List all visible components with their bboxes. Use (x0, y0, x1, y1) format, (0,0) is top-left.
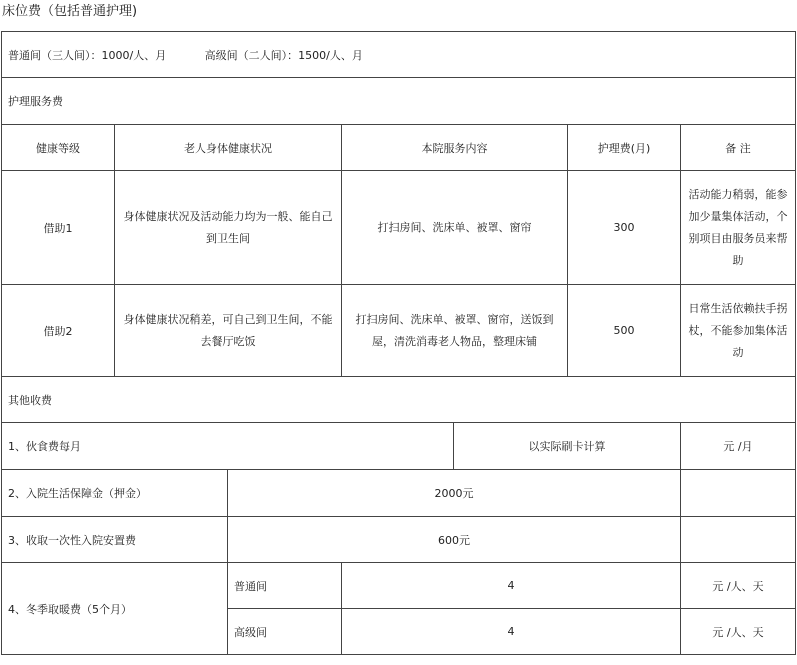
other-unit-cell: 元 /月 (681, 423, 796, 470)
other-item-cell: 1、伙食费每月 (2, 423, 454, 470)
bed-fee-cell: 普通间（三人间）：1000/人、月 高级间（二人间）：1500/人、月 (2, 32, 796, 78)
nursing-section-title: 护理服务费 (2, 78, 796, 125)
page-title: 床位费（包括普通护理) (2, 4, 138, 19)
header-nursing-fee: 护理费(月) (568, 125, 681, 171)
other-fee-row (2, 517, 796, 563)
nursing-row (2, 171, 796, 285)
nursing-condition-cell: 身体健康状况稍差，可自己到卫生间，不能去餐厅吃饭 (115, 285, 342, 377)
heating-unit-cell: 元 /人、天 (681, 563, 796, 609)
fee-table (1, 31, 796, 655)
other-value-cell: 2000元 (228, 470, 681, 517)
bed-fee-row (2, 32, 796, 78)
header-service: 本院服务内容 (342, 125, 568, 171)
other-unit-cell (681, 470, 796, 517)
other-section-row (2, 377, 796, 423)
nursing-level-cell: 借助2 (2, 285, 115, 377)
nursing-note-cell: 日常生活依赖扶手拐杖，不能参加集体活动 (681, 285, 796, 377)
heating-value-cell: 4 (342, 609, 681, 655)
other-fee-row (2, 423, 796, 470)
nursing-service-cell: 打扫房间、洗床单、被罩、窗帘 (342, 171, 568, 285)
nursing-service-cell: 打扫房间、洗床单、被罩、窗帘，送饭到屋，清洗消毒老人物品，整理床铺 (342, 285, 568, 377)
other-unit-cell (681, 517, 796, 563)
heating-room-cell: 普通间 (228, 563, 342, 609)
other-item-cell: 2、入院生活保障金（押金） (2, 470, 228, 517)
header-condition: 老人身体健康状况 (115, 125, 342, 171)
nursing-fee-cell: 300 (568, 171, 681, 285)
heating-unit-cell: 元 /人、天 (681, 609, 796, 655)
other-section-title: 其他收费 (2, 377, 796, 423)
heating-room-cell: 高级间 (228, 609, 342, 655)
nursing-row (2, 285, 796, 377)
nursing-fee-cell: 500 (568, 285, 681, 377)
other-value-cell: 600元 (228, 517, 681, 563)
other-fee-row (2, 470, 796, 517)
nursing-note-cell: 活动能力稍弱，能参加少量集体活动，个别项目由服务员来帮助 (681, 171, 796, 285)
header-health-level: 健康等级 (2, 125, 115, 171)
nursing-level-cell: 借助1 (2, 171, 115, 285)
nursing-condition-cell: 身体健康状况及活动能力均为一般、能自己到卫生间 (115, 171, 342, 285)
heating-value-cell: 4 (342, 563, 681, 609)
other-item-cell: 3、收取一次性入院安置费 (2, 517, 228, 563)
other-value-cell: 以实际刷卡计算 (454, 423, 681, 470)
header-note: 备 注 (681, 125, 796, 171)
heating-item-cell: 4、冬季取暖费（5个月） (2, 563, 228, 655)
nursing-section-row (2, 78, 796, 125)
nursing-header-row (2, 125, 796, 171)
heating-row (2, 563, 796, 609)
